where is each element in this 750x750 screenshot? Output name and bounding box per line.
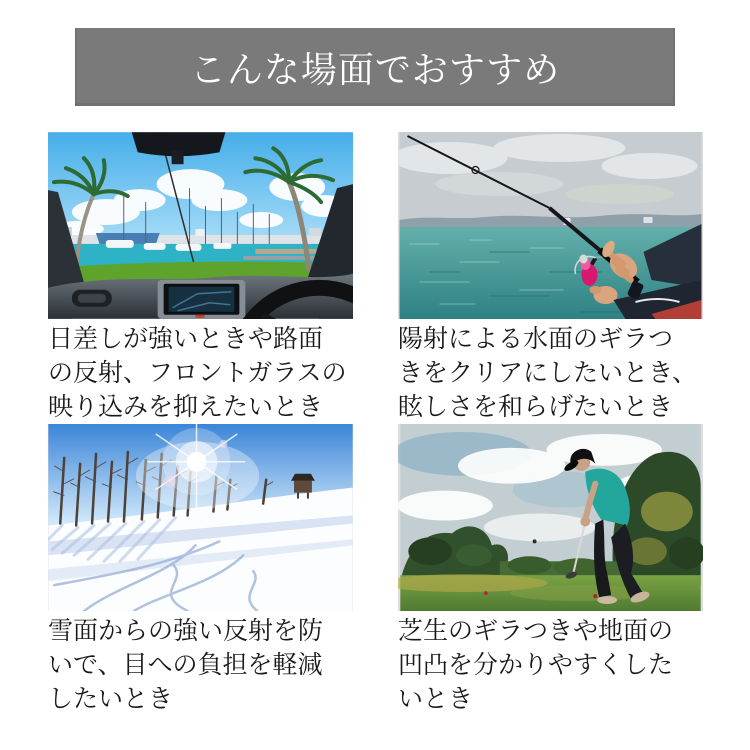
caption-line: 日差しが強いときや路面 xyxy=(48,325,324,353)
caption-line: きをクリアにしたいとき、 xyxy=(398,359,698,387)
usecase-caption-snow xyxy=(48,614,353,716)
fishing-rod-sea-photo xyxy=(398,132,703,319)
golfer-swing-photo xyxy=(398,424,703,611)
section-header-banner xyxy=(75,28,675,106)
usecase-card-fishing xyxy=(398,132,703,424)
snow-slope-sun-photo xyxy=(48,424,353,611)
caption-line: いとき xyxy=(398,685,474,713)
usecase-card-golf xyxy=(398,424,703,716)
usecase-card-snow xyxy=(48,424,353,716)
caption-line: 眩しさを和らげたいとき xyxy=(398,393,674,421)
caption-line: 映り込みを抑えたいとき xyxy=(48,393,324,421)
caption-line: 芝生のギラつきや地面の xyxy=(398,617,674,645)
car-windshield-marina-photo xyxy=(48,132,353,319)
caption-line: いで、目への負担を軽減 xyxy=(48,651,323,679)
caption-line: 陽射による水面のギラつ xyxy=(398,325,674,353)
caption-line: 雪面からの強い反射を防 xyxy=(48,617,324,645)
caption-line: の反射、フロントガラスの xyxy=(48,359,347,387)
caption-line: したいとき xyxy=(48,685,174,713)
usecase-caption-driving xyxy=(48,322,353,424)
usecase-caption-golf xyxy=(398,614,703,716)
caption-line: 凹凸を分かりやすくした xyxy=(398,651,674,679)
usecase-grid xyxy=(48,132,703,716)
section-title: こんな場面でおすすめ xyxy=(189,48,561,90)
usecase-card-driving xyxy=(48,132,353,424)
usecase-caption-fishing xyxy=(398,322,703,424)
